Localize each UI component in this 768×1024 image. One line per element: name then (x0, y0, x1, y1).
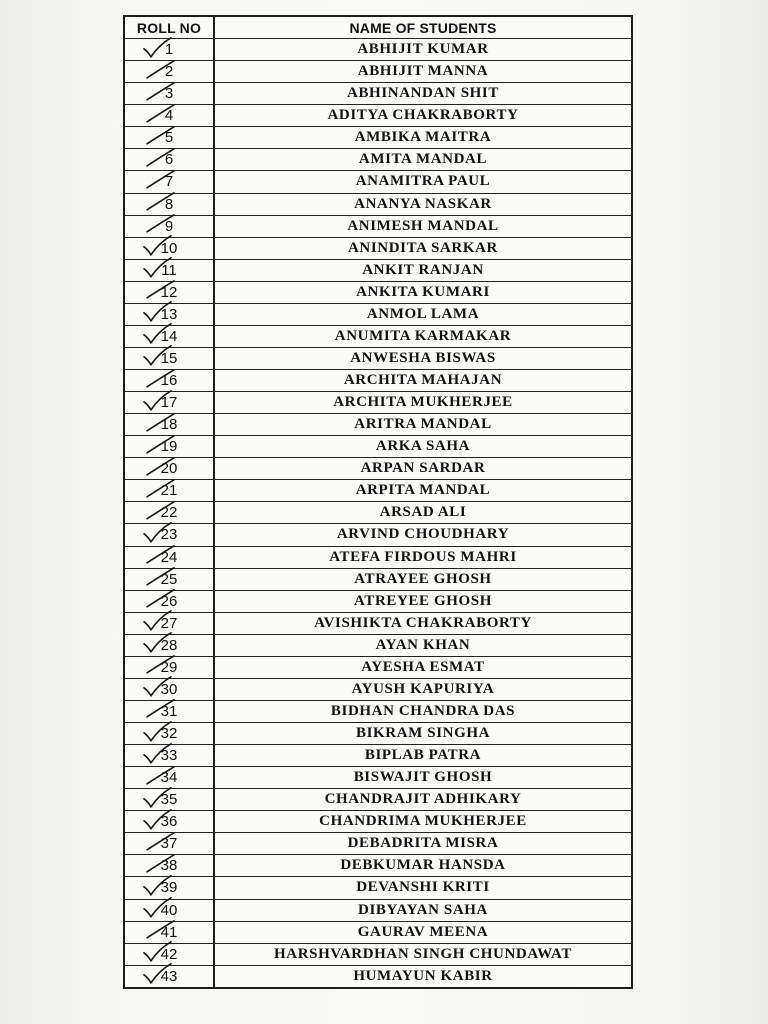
table-row (125, 458, 631, 480)
roll-number-cell (125, 767, 215, 788)
table-row (125, 966, 631, 987)
roll-number-cell (125, 282, 215, 303)
roll-number: 38 (160, 857, 178, 875)
roll-number: 24 (160, 548, 178, 566)
table-row (125, 61, 631, 83)
table-row (125, 414, 631, 436)
roll-number: 32 (160, 725, 178, 743)
table-row (125, 436, 631, 458)
roll-number: 33 (160, 747, 178, 765)
roll-number-cell (125, 833, 215, 854)
table-row (125, 216, 631, 238)
roll-no-header: ROLL NO (125, 17, 215, 38)
table-row (125, 745, 631, 767)
roll-number: 4 (164, 107, 174, 125)
student-name-cell: DEBKUMAR HANSDA (340, 857, 506, 874)
student-name-cell: GAURAV MEENA (357, 923, 489, 940)
table-row (125, 171, 631, 193)
table-row (125, 127, 631, 149)
roll-number-cell (125, 194, 215, 215)
roll-number-cell (125, 745, 215, 766)
roll-number: 31 (160, 702, 178, 720)
table-row (125, 348, 631, 370)
student-name-cell: ARITRA MANDAL (354, 416, 492, 433)
roll-number: 43 (160, 967, 178, 985)
roll-number: 21 (160, 482, 178, 500)
table-row (125, 877, 631, 899)
table-header-row (125, 17, 631, 39)
table-row (125, 591, 631, 613)
table-row (125, 282, 631, 304)
roll-number: 12 (160, 283, 178, 301)
roll-number: 20 (160, 460, 178, 478)
student-name-cell: DEBADRITA MISRA (347, 835, 499, 852)
student-name-cell: ATREYEE GHOSH (354, 592, 492, 609)
roll-number-cell (125, 900, 215, 921)
student-name-cell: HUMAYUN KABIR (353, 967, 493, 984)
roll-number-cell (125, 679, 215, 700)
roll-number-cell (125, 370, 215, 391)
table-row (125, 701, 631, 723)
table-row (125, 547, 631, 569)
roll-number: 27 (160, 614, 178, 632)
roll-number-cell (125, 216, 215, 237)
roll-number-cell (125, 127, 215, 148)
roll-number: 22 (160, 504, 178, 522)
student-name-cell: ANKIT RANJAN (362, 261, 484, 278)
table-row (125, 922, 631, 944)
roll-number: 16 (160, 372, 178, 390)
student-name-cell: HARSHVARDHAN SINGH CHUNDAWAT (274, 945, 572, 962)
student-name-cell: AYESHA ESMAT (361, 658, 485, 675)
roll-number: 28 (160, 636, 178, 654)
roll-number-cell (125, 260, 215, 281)
roll-number-cell (125, 326, 215, 347)
attendance-table (123, 15, 633, 989)
student-name-cell: AVISHIKTA CHAKRABORTY (314, 614, 532, 631)
attendance-slash-icon (141, 169, 183, 191)
roll-number-cell (125, 105, 215, 126)
roll-number: 7 (164, 173, 174, 191)
roll-number-cell (125, 657, 215, 678)
attendance-slash-icon (141, 213, 183, 235)
roll-number: 37 (160, 835, 178, 853)
roll-number: 13 (160, 305, 178, 323)
student-name-cell: ABHIJIT KUMAR (357, 41, 489, 58)
roll-number-cell (125, 966, 215, 987)
table-row (125, 789, 631, 811)
student-name-cell: ARCHITA MUKHERJEE (333, 394, 513, 411)
student-name-cell: ATRAYEE GHOSH (354, 570, 492, 587)
table-row (125, 480, 631, 502)
attendance-slash-icon (141, 81, 183, 103)
roll-number: 26 (160, 592, 178, 610)
roll-number-cell (125, 238, 215, 259)
student-name-cell: ANINDITA SARKAR (348, 239, 498, 256)
table-row (125, 657, 631, 679)
student-name-cell: ANAMITRA PAUL (355, 173, 491, 190)
table-row (125, 679, 631, 701)
attendance-tick-icon (141, 36, 183, 58)
table-row (125, 833, 631, 855)
table-row (125, 194, 631, 216)
table-row (125, 39, 631, 61)
student-name-cell: ANKITA KUMARI (356, 283, 490, 300)
table-row (125, 900, 631, 922)
student-name-cell: ABHINANDAN SHIT (347, 85, 499, 102)
roll-number: 2 (164, 63, 174, 81)
table-row (125, 613, 631, 635)
roll-number: 9 (164, 217, 174, 235)
table-row (125, 326, 631, 348)
student-name-cell: BIDHAN CHANDRA DAS (330, 702, 516, 719)
roll-number: 6 (164, 151, 174, 169)
student-name-cell: AYUSH KAPURIYA (351, 680, 495, 697)
student-name-cell: ANWESHA BISWAS (350, 349, 496, 366)
student-name-cell: AYAN KHAN (375, 636, 471, 653)
roll-number-cell (125, 855, 215, 876)
roll-number: 5 (164, 129, 174, 147)
table-row (125, 767, 631, 789)
roll-number: 14 (160, 327, 178, 345)
student-name-cell: DEVANSHI KRITI (356, 879, 490, 896)
roll-number-cell (125, 613, 215, 634)
roll-number: 30 (160, 680, 178, 698)
roll-number: 3 (164, 85, 174, 103)
roll-number: 15 (160, 349, 178, 367)
roll-number: 11 (161, 261, 177, 279)
table-row (125, 370, 631, 392)
roll-number-cell (125, 149, 215, 170)
student-name-cell: ARPAN SARDAR (360, 460, 486, 477)
student-name-cell: CHANDRAJIT ADHIKARY (324, 791, 522, 808)
attendance-slash-icon (141, 191, 183, 213)
roll-number-cell (125, 39, 215, 60)
student-name-cell: DIBYAYAN SAHA (358, 901, 488, 918)
roll-number-cell (125, 458, 215, 479)
table-row (125, 83, 631, 105)
roll-number-cell (125, 83, 215, 104)
student-name-cell: ADITYA CHAKRABORTY (327, 107, 519, 124)
table-row (125, 304, 631, 326)
table-row (125, 944, 631, 966)
student-name-cell: ARSAD ALI (379, 504, 467, 521)
roll-number: 40 (160, 901, 178, 919)
name-of-students-header: NAME OF STUDENTS (349, 19, 497, 36)
roll-number-cell (125, 635, 215, 656)
roll-number-cell (125, 922, 215, 943)
roll-number: 35 (160, 791, 178, 809)
student-name-cell: ARCHITA MAHAJAN (343, 372, 503, 389)
roll-number: 19 (160, 438, 178, 456)
table-row (125, 260, 631, 282)
table-row (125, 392, 631, 414)
roll-number: 34 (160, 769, 178, 787)
roll-number-cell (125, 524, 215, 545)
table-row (125, 635, 631, 657)
student-name-cell: ANUMITA KARMAKAR (334, 327, 512, 344)
table-row (125, 105, 631, 127)
attendance-slash-icon (141, 147, 183, 169)
roll-number-cell (125, 304, 215, 325)
roll-number-cell (125, 436, 215, 457)
table-row (125, 569, 631, 591)
roll-number: 25 (160, 570, 178, 588)
table-row (125, 723, 631, 745)
student-name-cell: ANANYA NASKAR (354, 195, 492, 212)
roll-number-cell (125, 569, 215, 590)
roll-number-cell (125, 723, 215, 744)
roll-number-cell (125, 502, 215, 523)
roll-number: 8 (164, 195, 174, 213)
student-name-cell: ATEFA FIRDOUS MAHRI (329, 548, 517, 565)
roll-number-cell (125, 701, 215, 722)
roll-number: 23 (160, 526, 178, 544)
table-row (125, 238, 631, 260)
roll-number-cell (125, 480, 215, 501)
roll-number: 29 (160, 658, 178, 676)
roll-number-cell (125, 789, 215, 810)
roll-number: 42 (160, 945, 178, 963)
roll-number-cell (125, 392, 215, 413)
roll-number-cell (125, 348, 215, 369)
table-row (125, 149, 631, 171)
student-name-cell: ANMOL LAMA (366, 305, 480, 322)
roll-number: 41 (160, 923, 178, 941)
attendance-slash-icon (141, 103, 183, 125)
table-row (125, 855, 631, 877)
student-name-cell: ABHIJIT MANNA (357, 63, 489, 80)
roll-number-cell (125, 944, 215, 965)
roll-number: 18 (160, 416, 178, 434)
roll-number: 17 (160, 394, 178, 412)
roll-number: 39 (160, 879, 178, 897)
roll-number-cell (125, 811, 215, 832)
roll-number: 1 (164, 41, 174, 59)
student-name-cell: ARPITA MANDAL (355, 482, 491, 499)
table-row (125, 811, 631, 833)
student-name-cell: ARKA SAHA (375, 438, 471, 455)
roll-number-cell (125, 547, 215, 568)
student-name-cell: ANIMESH MANDAL (347, 217, 499, 234)
roll-number-cell (125, 414, 215, 435)
student-name-cell: AMBIKA MAITRA (354, 129, 492, 146)
attendance-slash-icon (141, 58, 183, 80)
student-name-cell: AMITA MANDAL (358, 151, 488, 168)
roll-number-cell (125, 877, 215, 898)
student-name-cell: BIKRAM SINGHA (355, 725, 491, 742)
roll-number-cell (125, 591, 215, 612)
table-row (125, 524, 631, 546)
student-name-cell: BISWAJIT GHOSH (353, 769, 493, 786)
student-name-cell: CHANDRIMA MUKHERJEE (319, 813, 527, 830)
roll-number-cell (125, 171, 215, 192)
roll-number: 36 (160, 813, 178, 831)
table-row (125, 502, 631, 524)
roll-number-cell (125, 61, 215, 82)
attendance-slash-icon (141, 125, 183, 147)
roll-number: 10 (160, 239, 178, 257)
student-name-cell: ARVIND CHOUDHARY (336, 526, 510, 543)
student-name-cell: BIPLAB PATRA (364, 747, 482, 764)
